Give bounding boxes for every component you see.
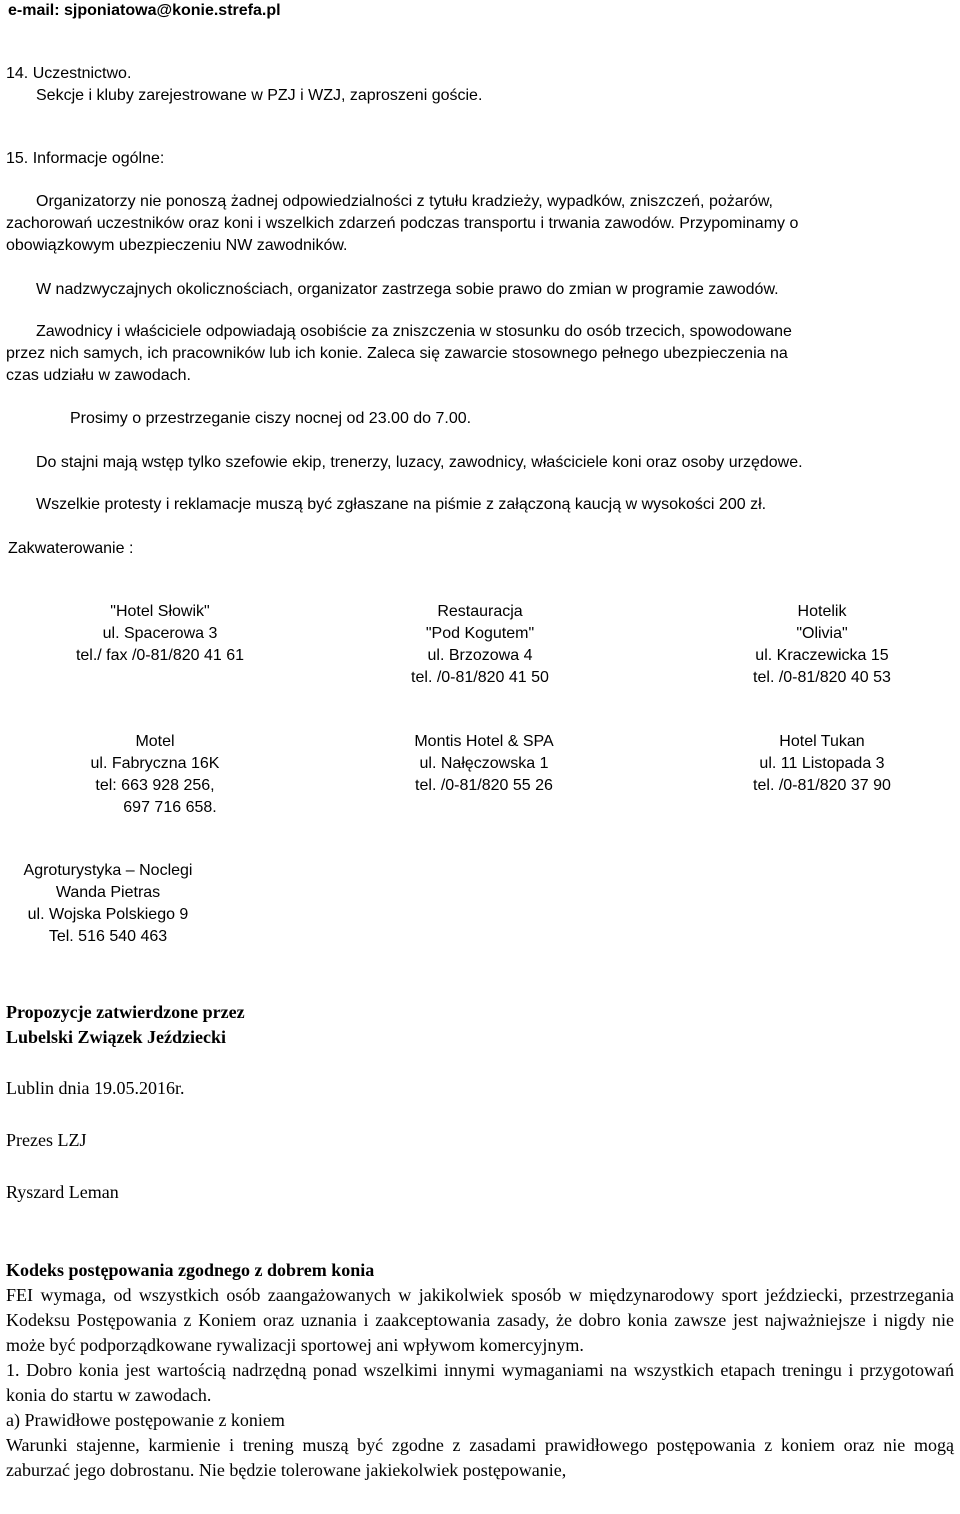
- section-14-title: 14. Uczestnictwo.: [6, 65, 132, 82]
- hotel-line: Motel: [135, 733, 175, 750]
- restauracja-pod-kogutem: [370, 601, 590, 689]
- hotel-line: ul. Fabryczna 16K: [90, 755, 220, 772]
- hotel-line: "Pod Kogutem": [425, 625, 535, 642]
- hotel-line: tel./ fax /0-81/820 41 61: [75, 647, 245, 664]
- approval-line-2: Lubelski Związek Jeździecki: [6, 1027, 226, 1047]
- hotel-line: tel. /0-81/820 40 53: [753, 669, 891, 686]
- hotel-line: ul. Spacerowa 3: [102, 625, 218, 642]
- hotel-line: Agroturystyka – Noclegi: [23, 862, 193, 879]
- info-paragraph-1-line-3: obowiązkowym ubezpieczeniu NW zawodników.: [6, 237, 348, 254]
- info-paragraph-3-line-2: przez nich samych, ich pracowników lub ich konie. Zaleca się zawarcie stosownego pełnego ubezpieczenia na: [6, 345, 788, 362]
- hotel-line: Tel. 516 540 463: [48, 928, 168, 945]
- hotel-line: Hotel Tukan: [779, 733, 865, 750]
- info-paragraph-1-line-2: zachorowań uczestników oraz koni i wszelkich zdarzeń podczas transportu i trwania zawodów. Przypominamy o: [6, 215, 799, 232]
- section-15-title: 15. Informacje ogólne:: [6, 150, 165, 167]
- president-role: Prezes LZJ: [6, 1130, 87, 1150]
- protests-note: Wszelkie protesty i reklamacje muszą być zgłaszane na piśmie z załączoną kaucją w wysokości 200 zł.: [36, 496, 767, 513]
- code-paragraph-4: Warunki stajenne, karmienie i trening muszą być zgodne z zasadami prawidłowego postępowania z koniem oraz nie mogą zaburzać jego dobrostanu. Nie będzie tolerowane jakiekolwiek postępowanie,: [6, 1435, 954, 1480]
- quiet-hours-note: Prosimy o przestrzeganie ciszy nocnej od 23.00 do 7.00.: [70, 410, 472, 427]
- code-paragraph-3: a) Prawidłowe postępowanie z koniem: [6, 1410, 285, 1430]
- hotel-line: ul. Kraczewicka 15: [755, 647, 889, 664]
- hotel-line: "Hotel Słowik": [110, 603, 210, 620]
- hotel-line: Restauracja: [437, 603, 523, 620]
- hotel-line: Hotelik: [797, 603, 847, 620]
- hotel-line: Wanda Pietras: [55, 884, 161, 901]
- hotel-line: ul. 11 Listopada 3: [759, 755, 885, 772]
- approval-date: Lublin dnia 19.05.2016r.: [6, 1078, 185, 1098]
- contact-email: e-mail: sjponiatowa@konie.strefa.pl: [8, 2, 281, 19]
- info-paragraph-3-line-1: Zawodnicy i właściciele odpowiadają osobiście za zniszczenia w stosunku do osób trzecich, spowodowane: [36, 323, 792, 340]
- info-paragraph-1-line-1: Organizatorzy nie ponoszą żadnej odpowiedzialności z tytułu kradzieży, wypadków, zniszczeń, pożarów,: [36, 193, 773, 210]
- montis-hotel-spa: [370, 731, 598, 797]
- hotel-line: tel. /0-81/820 41 50: [411, 669, 549, 686]
- code-body: [6, 1283, 954, 1483]
- hotel-line: Montis Hotel & SPA: [414, 733, 554, 750]
- hotel-line: tel: 663 928 256,: [95, 777, 215, 794]
- hotel-line: 697 716 658.: [123, 799, 217, 816]
- hotelik-olivia: [712, 601, 932, 689]
- approval-line-1: Propozycje zatwierdzone przez: [6, 1002, 245, 1022]
- hotel-line: ul. Brzozowa 4: [427, 647, 533, 664]
- motel: [40, 731, 270, 819]
- agroturystyka: [0, 860, 216, 948]
- section-14-text: Sekcje i kluby zarejestrowane w PZJ i WZJ, zaproszeni goście.: [36, 87, 483, 104]
- accommodation-label: Zakwaterowanie :: [8, 540, 134, 557]
- hotel-line: ul. Wojska Polskiego 9: [27, 906, 189, 923]
- code-paragraph-2: 1. Dobro konia jest wartością nadrzędną ponad wszelkimi innymi wymaganiami na wszystkich etapach treningu i przygotowań konia do startu w zawodach.: [6, 1360, 954, 1405]
- hotel-tukan: [712, 731, 932, 797]
- code-paragraph-1: FEI wymaga, od wszystkich osób zaangażowanych w jakikolwiek sposób w międzynarodowy sport jeździecki, przestrzegania Kodeksu Postępowania z Koniem oraz uznania i zaakceptowania zasady, że dobro konia zawsze jest najważniejsze i nigdy nie może być podporządkowane rywalizacji sportowej ani wpływom komercyjnym.: [6, 1285, 954, 1355]
- info-paragraph-3-line-3: czas udziału w zawodach.: [6, 367, 191, 384]
- hotel-line: tel. /0-81/820 37 90: [753, 777, 891, 794]
- president-name: Ryszard Leman: [6, 1182, 119, 1202]
- stable-access-note: Do stajni mają wstęp tylko szefowie ekip, trenerzy, luzacy, zawodnicy, właściciele koni oraz osoby urzędowe.: [36, 454, 803, 471]
- hotel-line: ul. Nałęczowska 1: [419, 755, 549, 772]
- hotel-line: "Olivia": [796, 625, 848, 642]
- hotel-slowik: [40, 601, 280, 667]
- code-title: Kodeks postępowania zgodnego z dobrem konia: [6, 1260, 375, 1280]
- hotel-line: tel. /0-81/820 55 26: [415, 777, 553, 794]
- info-paragraph-2: W nadzwyczajnych okolicznościach, organizator zastrzega sobie prawo do zmian w programie zawodów.: [36, 281, 779, 298]
